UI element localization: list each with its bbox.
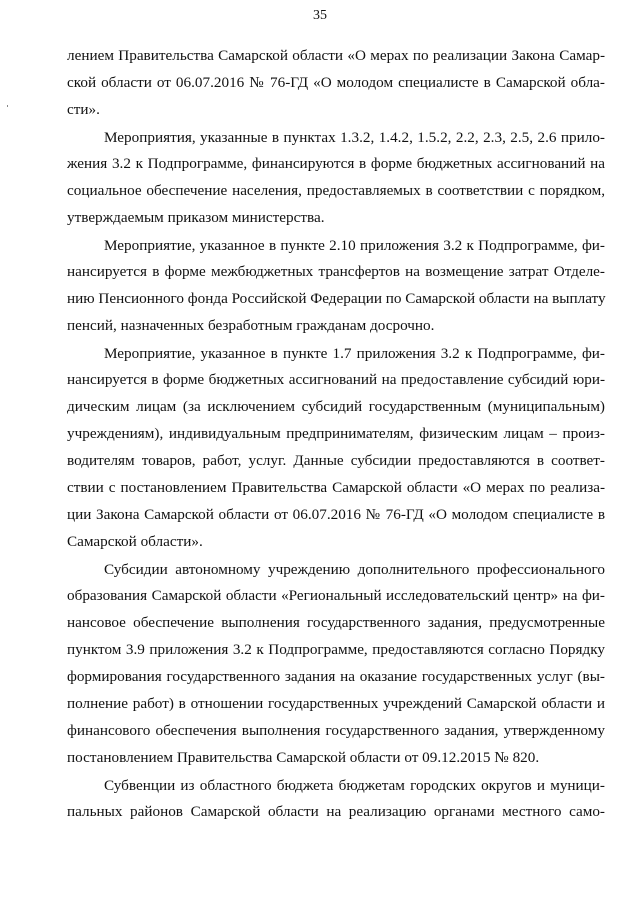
text-line: социальное обеспечение населения, предоставляемых в соответствии с порядком, [67, 182, 605, 199]
text-line: постановлением Правительства Самарской области от 09.12.2015 № 820. [67, 749, 540, 766]
text-line: Мероприятия, указанные в пунктах 1.3.2, 1.4.2, 1.5.2, 2.2, 2.3, 2.5, 2.6 прило- [104, 129, 605, 146]
text-line: нансируется в форме межбюджетных трансфертов на возмещение затрат Отделе- [67, 263, 605, 280]
text-line: лением Правительства Самарской области «О мерах по реализации Закона Самар- [67, 47, 605, 64]
text-line: пальных районов Самарской области на реализацию органами местного само- [67, 803, 605, 820]
text-line: Мероприятие, указанное в пункте 1.7 приложения 3.2 к Подпрограмме, фи- [104, 345, 605, 362]
text-line: нию Пенсионного фонда Российской Федерации по Самарской области на выплату [67, 290, 606, 307]
text-line: жения 3.2 к Подпрограмме, финансируются в форме бюджетных ассигнований на [67, 155, 605, 172]
text-line: полнение работ) в отношении государственных учреждений Самарской области и [67, 695, 605, 712]
text-line: формирования государственного задания на оказание государственных услуг (вы- [67, 668, 605, 685]
text-line: нансируется в форме бюджетных ассигнований на предоставление субсидий юри- [67, 371, 605, 388]
text-line: Субвенции из областного бюджета бюджетам городских округов и муници- [104, 777, 605, 794]
page-number: 35 [313, 8, 327, 23]
text-line: Самарской области». [67, 533, 203, 550]
text-line: водителям товаров, работ, услуг. Данные субсидии предоставляются в соответ- [67, 452, 605, 469]
text-line: ской области от 06.07.2016 № 76-ГД «О молодом специалисте в Самарской обла- [67, 74, 605, 91]
text-line: пунктом 3.9 приложения 3.2 к Подпрограмме, предоставляются согласно Порядку [67, 641, 605, 658]
text-line: сти». [67, 101, 100, 118]
text-line: ции Закона Самарской области от 06.07.2016 № 76-ГД «О молодом специалисте в [67, 506, 605, 523]
text-line: дическим лицам (за исключением субсидий государственным (муниципальным) [67, 398, 605, 415]
text-line: образования Самарской области «Региональный исследовательский центр» на фи- [67, 587, 605, 604]
text-line: нансовое обеспечение выполнения государственного задания, предусмотренные [67, 614, 605, 631]
text-line: Субсидии автономному учреждению дополнительного профессионального [104, 561, 605, 578]
text-line: Мероприятие, указанное в пункте 2.10 приложения 3.2 к Подпрограмме, фи- [104, 237, 605, 254]
margin-mark [7, 105, 8, 107]
text-line: финансового обеспечения выполнения государственного задания, утвержденному [67, 722, 605, 739]
text-line: ствии с постановлением Правительства Самарской области «О мерах по реализа- [67, 479, 605, 496]
text-line: учреждениям), индивидуальным предпринимателям, физическим лицам – произ- [67, 425, 605, 442]
text-line: пенсий, назначенных безработным гражданам досрочно. [67, 317, 435, 334]
text-line: утверждаемым приказом министерства. [67, 209, 325, 226]
